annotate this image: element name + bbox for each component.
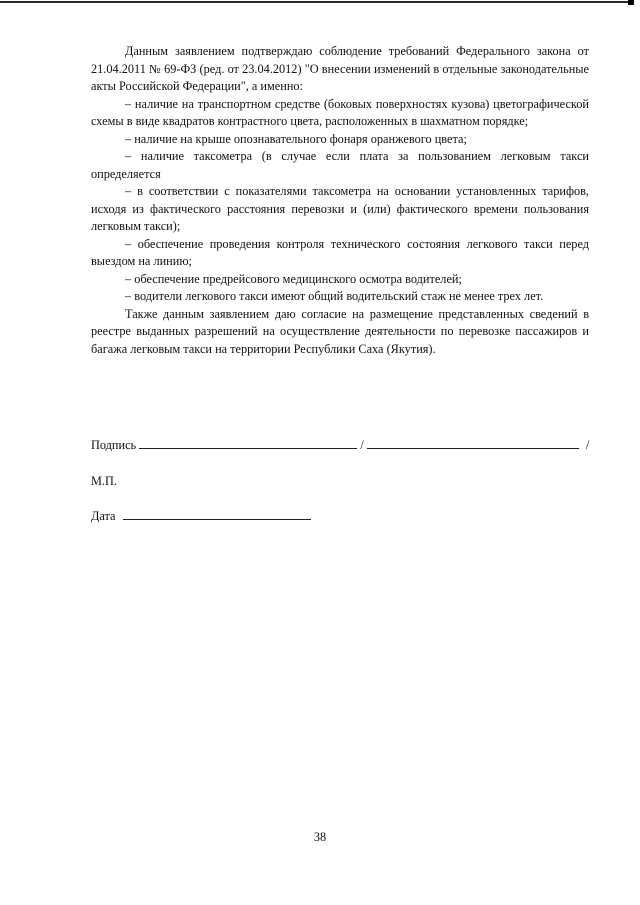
- consent-paragraph: Также данным заявлением даю согласие на размещение представленных сведений в реестре выданных разрешений на осуществление деятельности по перевозке пассажиров и багажа легковым такси на территории Республики Саха (Якутия).: [91, 306, 589, 356]
- list-item: – наличие на транспортном средстве (боковых поверхностях кузова) цветографической схемы в виде квадратов контрастного цвета, расположенных в шахматном порядке;: [91, 96, 589, 128]
- list-item: – наличие на крыше опознавательного фонаря оранжевого цвета;: [125, 131, 467, 146]
- document-body: [91, 43, 589, 358]
- signature-separator: /: [360, 438, 364, 452]
- signature-separator-end: /: [585, 438, 590, 452]
- list-item: – в соответствии с показателями таксометра на основании установленных тарифов, исходя из фактического расстояния перевозки и (или) фактического времени пользования легковым такси);: [91, 184, 589, 233]
- top-border-line: [0, 1, 632, 3]
- list-item: – наличие таксометра (в случае если плата за пользованием легковым такси определяется: [91, 149, 589, 181]
- signature-label: Подпись: [91, 438, 137, 452]
- intro-paragraph: Данным заявлением подтверждаю соблюдение требований Федерального закона от 21.04.2011 № 69-ФЗ (ред. от 23.04.2012) "О внесении изменений в отдельные законодательные акты Российской Федерации", а именно:: [91, 44, 589, 93]
- corner-mark: [628, 0, 634, 5]
- date-row: [91, 507, 311, 526]
- page-number: 38: [313, 830, 327, 844]
- date-line[interactable]: [123, 507, 311, 520]
- signature-line[interactable]: [139, 436, 357, 449]
- signature-name-line[interactable]: [367, 436, 579, 449]
- list-item: – обеспечение проведения контроля технического состояния легкового такси перед выездом на линию;: [91, 236, 589, 268]
- date-label: Дата: [91, 509, 116, 523]
- signature-row: [91, 436, 589, 455]
- list-item: – обеспечение предрейсового медицинского осмотра водителей;: [125, 271, 462, 286]
- stamp-label: М.П.: [91, 474, 117, 488]
- list-item: – водители легкового такси имеют общий водительский стаж не менее трех лет.: [125, 289, 544, 303]
